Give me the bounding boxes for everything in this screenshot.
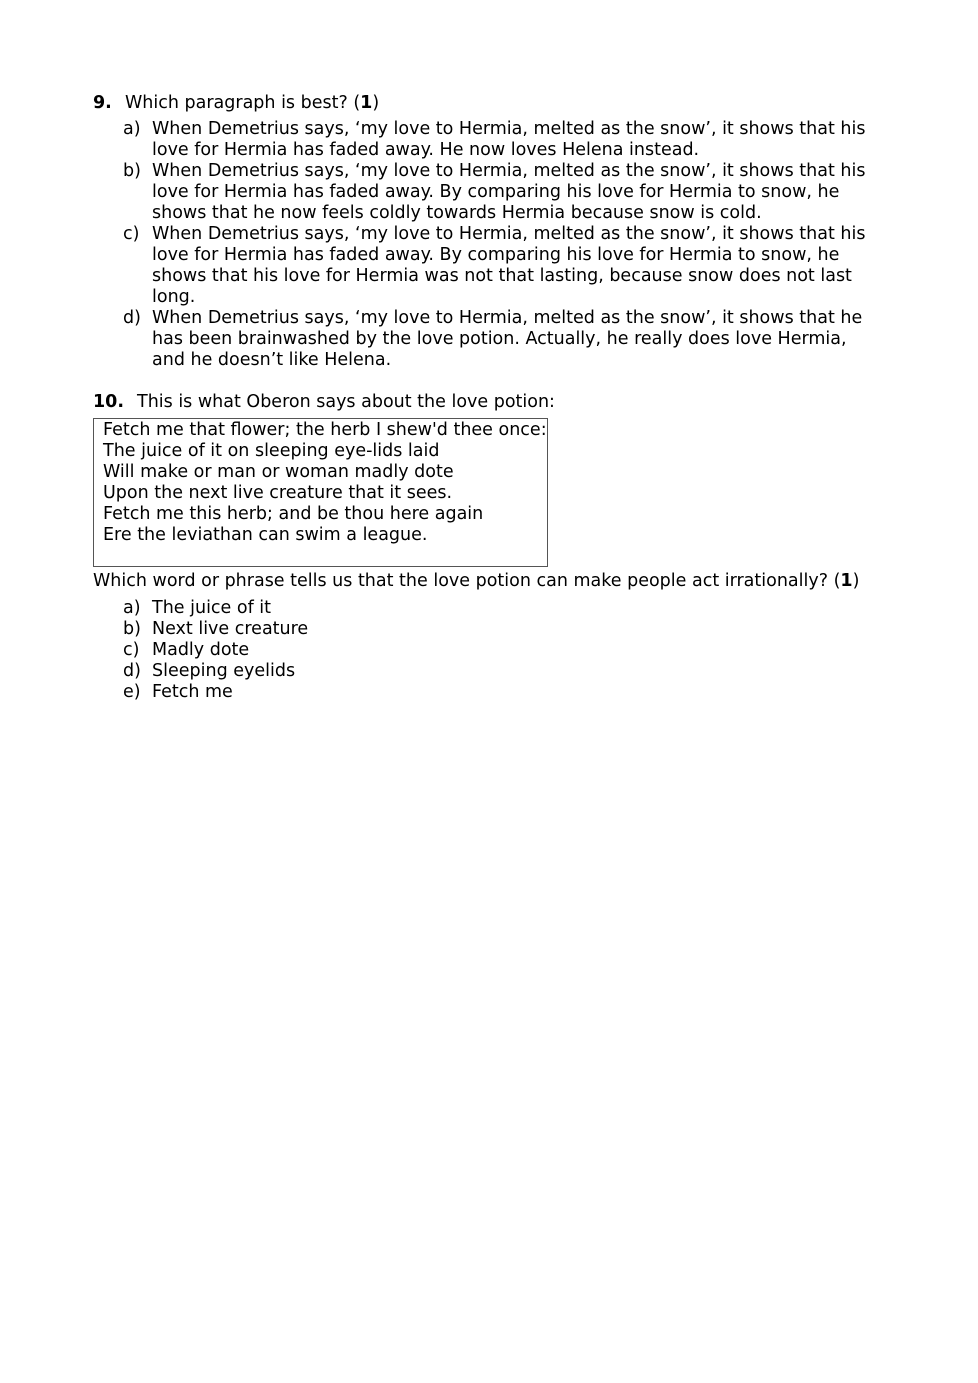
question-9-heading <box>93 93 883 114</box>
answer-option-c[interactable] <box>93 640 883 661</box>
question-10 <box>93 392 883 703</box>
question-10-prompt <box>93 571 883 592</box>
answer-option-d[interactable] <box>93 661 883 682</box>
option-letter: e) <box>123 682 141 702</box>
question-number: 9. <box>93 93 112 113</box>
answer-options <box>93 119 883 371</box>
option-text: When Demetrius says, ‘my love to Hermia, melted as the snow’, it shows that he has been brainwashed by the love potion. Actually, he really does love Hermia, and he doesn’t like Helena. <box>152 308 863 370</box>
quote-line: Upon the next live creature that it sees. <box>103 483 453 503</box>
option-letter: d) <box>123 661 141 681</box>
option-letter: a) <box>123 598 141 618</box>
quote-line: The juice of it on sleeping eye-lids laid <box>103 441 440 461</box>
question-number: 10. <box>93 392 125 412</box>
option-letter: c) <box>123 640 140 660</box>
question-10-heading <box>93 392 883 413</box>
answer-option-b[interactable] <box>93 619 883 640</box>
option-letter: d) <box>123 308 141 328</box>
quote-line: Fetch me that flower; the herb I shew'd thee once: <box>103 420 547 440</box>
question-text: Which word or phrase tells us that the love potion can make people act irrationally? ( <box>93 571 841 591</box>
option-letter: b) <box>123 619 141 639</box>
option-text: The juice of it <box>152 598 272 618</box>
option-text: Next live creature <box>152 619 309 639</box>
option-text: When Demetrius says, ‘my love to Hermia, melted as the snow’, it shows that his love for Hermia has faded away. By comparing his love for Hermia to snow, he shows that his love for Hermia was not that lasting, because snow does not last long. <box>152 224 866 307</box>
answer-option-a[interactable] <box>93 119 883 161</box>
question-prompt: Which paragraph is best? ( <box>125 93 361 113</box>
question-9 <box>93 93 883 371</box>
option-letter: b) <box>123 161 141 181</box>
option-text: Sleeping eyelids <box>152 661 296 681</box>
quote-line: Ere the leviathan can swim a league. <box>103 525 428 545</box>
marks-value: 1 <box>840 571 853 591</box>
option-text: When Demetrius says, ‘my love to Hermia, melted as the snow’, it shows that his love for Hermia has faded away. By comparing his love for Hermia to snow, he shows that he now feels coldly towards Hermia because snow is cold. <box>152 161 866 223</box>
answer-options <box>93 598 883 703</box>
marks-value: 1 <box>360 93 373 113</box>
worksheet-page <box>93 93 883 703</box>
answer-option-c[interactable] <box>93 224 883 308</box>
quote-line: Will make or man or woman madly dote <box>103 462 454 482</box>
answer-option-e[interactable] <box>93 682 883 703</box>
option-letter: a) <box>123 119 141 139</box>
question-intro: This is what Oberon says about the love potion: <box>137 392 555 412</box>
option-letter: c) <box>123 224 140 244</box>
answer-option-a[interactable] <box>93 598 883 619</box>
option-text: Madly dote <box>152 640 250 660</box>
quote-box <box>93 418 548 567</box>
marks-close: ) <box>852 571 860 591</box>
option-text: When Demetrius says, ‘my love to Hermia, melted as the snow’, it shows that his love for Hermia has faded away. He now loves Helena instead. <box>152 119 866 160</box>
answer-option-d[interactable] <box>93 308 883 371</box>
answer-option-b[interactable] <box>93 161 883 224</box>
option-text: Fetch me <box>152 682 233 702</box>
marks-close: ) <box>372 93 380 113</box>
quote-line: Fetch me this herb; and be thou here again <box>103 504 484 524</box>
